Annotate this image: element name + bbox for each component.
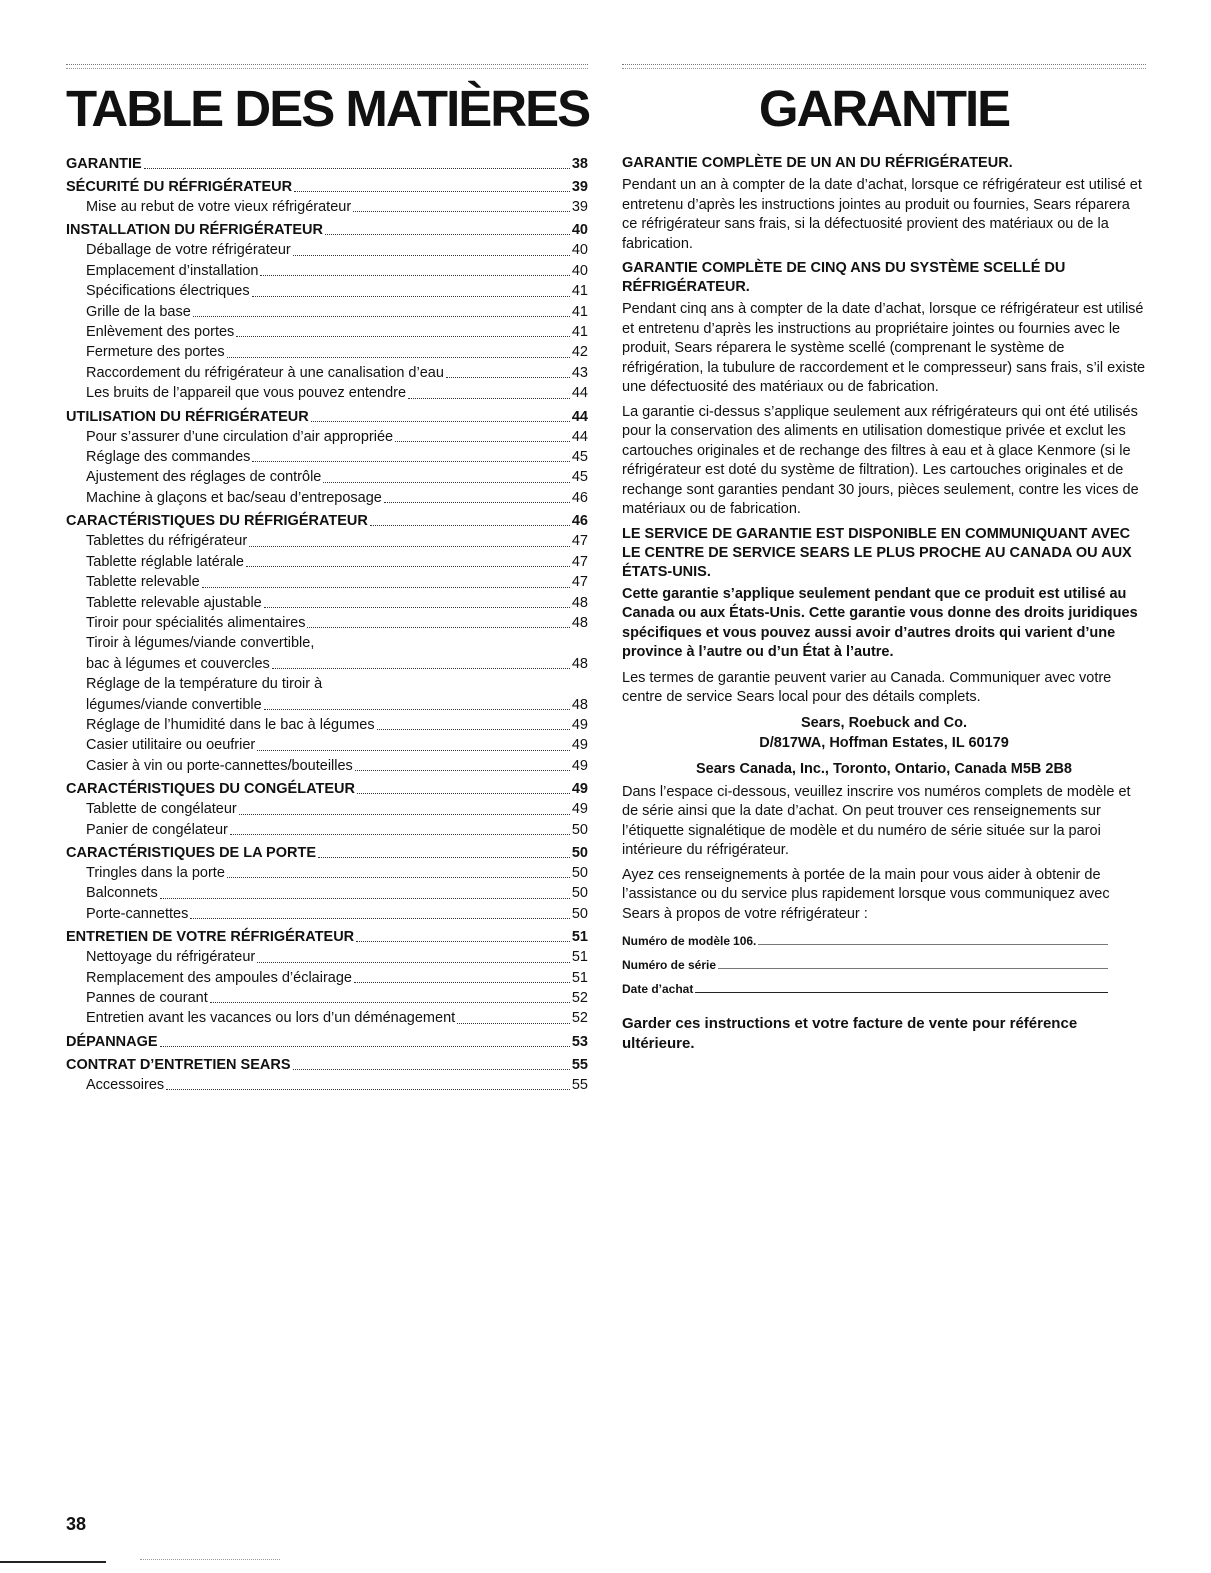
toc-page-number: 40 [571, 242, 588, 259]
toc-section[interactable] [66, 154, 588, 174]
toc-leader [293, 1068, 570, 1070]
terms-text: Les termes de garantie peuvent varier au Canada. Communiquer avec votre centre de service Sears local pour des détails complets. [622, 669, 1112, 705]
toc-entry[interactable] [66, 302, 588, 322]
toc-label: Raccordement du réfrigérateur à une canalisation d’eau [86, 364, 444, 381]
toc-label: Réglage de l’humidité dans le bac à légumes [86, 716, 375, 733]
toc-page-number: 39 [571, 179, 588, 195]
toc-entry-line: Réglage de la température du tiroir à [86, 676, 323, 693]
toc-entry[interactable] [66, 715, 588, 735]
address-line-3: Sears Canada, Inc., Toronto, Ontario, Canada M5B 2B8 [695, 760, 1072, 777]
one-year-heading: GARANTIE COMPLÈTE DE UN AN DU RÉFRIGÉRATEUR. [622, 155, 1013, 171]
purchase-date-line [695, 991, 1108, 993]
toc-page-number: 44 [571, 385, 588, 402]
toc-page-number: 55 [571, 1076, 588, 1093]
toc-label: Balconnets [86, 885, 158, 902]
toc-page-number: 49 [571, 801, 588, 818]
toc-page-number: 41 [571, 324, 588, 341]
toc-leader [202, 586, 570, 588]
toc-label: Spécifications électriques [86, 283, 250, 300]
toc-entry[interactable] [66, 240, 588, 260]
toc-leader [257, 961, 570, 963]
toc-leader [307, 626, 569, 628]
footer-marks [140, 1559, 280, 1564]
toc-entry[interactable] [66, 799, 588, 819]
toc-entry[interactable] [66, 756, 588, 776]
toc-leader [272, 667, 570, 669]
toc-leader [193, 315, 570, 317]
toc-section[interactable] [66, 779, 588, 799]
toc-label: Tringles dans la porte [86, 864, 225, 881]
toc-title: TABLE DES MATIÈRES [66, 80, 590, 137]
toc-column [66, 64, 588, 1095]
toc-entry[interactable] [66, 695, 588, 715]
toc-label: UTILISATION DU RÉFRIGÉRATEUR [66, 408, 309, 425]
toc-entry[interactable] [66, 552, 588, 572]
toc-page-number: 43 [571, 364, 588, 381]
toc-label: CARACTÉRISTIQUES DU CONGÉLATEUR [66, 781, 355, 798]
toc-page-number: 50 [571, 864, 588, 881]
toc-entry[interactable] [66, 261, 588, 281]
toc-leader [227, 876, 570, 878]
footer-rule [0, 1561, 106, 1563]
toc-page-number: 41 [571, 283, 588, 300]
model-number-label: Numéro de modèle [622, 934, 731, 948]
exclusions-text: La garantie ci-dessus s’applique seulement aux réfrigérateurs qui ont été utilisés pour la conservation des aliments en utilisation domestique privée et exclut les cartouches originales et de rechange des filtres à eau et à glace Kenmore (si le réfrigérateur est doté du système de filtration). Les cartouches originales et de rechange sont garanties pendant 30 jours, pièces seulement, contre les vices de matériaux ou de fabrication. [622, 403, 1139, 517]
toc-label: Entretien avant les vacances ou lors d’un déménagement [86, 1010, 456, 1027]
toc-page-number: 47 [571, 533, 588, 550]
toc-leader [353, 210, 570, 212]
toc-label: Ajustement des réglages de contrôle [86, 469, 322, 486]
address-line-2: D/817WA, Hoffman Estates, IL 60179 [759, 734, 1009, 751]
service-heading: LE SERVICE DE GARANTIE EST DISPONIBLE EN COMMUNIQUANT AVEC LE CENTRE DE SERVICE SEARS LE PLUS PROCHE AU CANADA OU AUX ÉTATS-UNIS. [622, 525, 1132, 580]
toc-label: Mise au rebut de votre vieux réfrigérateur [86, 199, 352, 215]
toc-page-number: 39 [571, 199, 588, 215]
toc-leader [246, 565, 570, 567]
toc-label: Fermeture des portes [86, 344, 225, 361]
toc-leader [356, 940, 570, 942]
toc-leader [384, 501, 570, 503]
rights-text: Cette garantie s’applique seulement pendant que ce produit est utilisé au Canada ou aux États-Unis. Cette garantie vous donne des droits juridiques spécifiques et vous pouvez aussi avoir d’autres droits qui varient d’une province à l’autre ou d’un État à l’autre. [622, 585, 1138, 660]
toc-leader [377, 728, 570, 730]
toc-label: Tiroir pour spécialités alimentaires [86, 614, 306, 631]
toc-page-number: 49 [571, 781, 588, 798]
warranty-title: GARANTIE [758, 80, 1010, 137]
toc-leader [457, 1022, 570, 1024]
toc-label: INSTALLATION DU RÉFRIGÉRATEUR [66, 222, 323, 239]
toc-page-number: 47 [571, 574, 588, 591]
five-year-text: Pendant cinq ans à compter de la date d’achat, lorsque ce réfrigérateur est utilisé et entretenu d’après les instructions au propriétaire jointes ou fournies avec le produit, Sears réparera le système scellé (comprenant le système de réfrigération, la tubulure de raccordement et le compresseur) sans frais, s’il existe une défectuosité des matériaux ou de fabrication. [622, 301, 1146, 395]
serial-number-field[interactable] [622, 958, 1108, 972]
toc-page-number: 44 [571, 408, 588, 425]
toc-label: Tablette relevable [86, 574, 200, 591]
serial-number-line [718, 967, 1108, 969]
toc-label: Grille de la base [86, 303, 191, 320]
purchase-date-label: Date d’achat [622, 982, 694, 996]
toc-page-number: 51 [571, 969, 588, 986]
toc-label: Tablettes du réfrigérateur [86, 533, 248, 550]
toc-entry[interactable] [66, 883, 588, 903]
toc-leader [190, 917, 569, 919]
toc-label: CONTRAT D’ENTRETIEN SEARS [66, 1056, 291, 1073]
toc-leader [294, 190, 570, 192]
toc-entry[interactable] [66, 488, 588, 508]
toc-leader [227, 356, 570, 358]
page-number: 38 [66, 1514, 87, 1534]
toc-leader [236, 335, 570, 337]
toc-section[interactable] [66, 220, 588, 240]
toc-entry[interactable] [66, 531, 588, 551]
toc-label: DÉPANNAGE [66, 1033, 158, 1050]
keep-info-text: Ayez ces renseignements à portée de la main pour vous aider à obtenir de l’assistance ou du service plus rapidement lorsque vous communiquez avec Sears à propos de votre réfrigérateur : [622, 866, 1110, 922]
toc-entry[interactable] [66, 427, 588, 447]
toc-entry[interactable] [66, 447, 588, 467]
toc-label: Porte-cannettes [86, 905, 189, 922]
toc-entry[interactable] [66, 281, 588, 301]
toc-entry[interactable] [66, 572, 588, 592]
toc-entry[interactable] [66, 1075, 588, 1095]
toc-leader [260, 274, 569, 276]
toc-page-number: 52 [571, 1010, 588, 1027]
toc-page-number: 46 [571, 513, 588, 530]
header-rule [622, 64, 1146, 69]
toc-page-number: 42 [571, 344, 588, 361]
toc-leader [257, 749, 570, 751]
toc-page-number: 48 [571, 696, 588, 713]
toc-page-number: 53 [571, 1033, 588, 1050]
toc-label: Tablette de congélateur [86, 801, 237, 818]
toc-entry[interactable] [66, 197, 588, 217]
one-year-text: Pendant un an à compter de la date d’achat, lorsque ce réfrigérateur est utilisé et entretenu d’après les instructions jointes au produit ou fournies, Sears réparera ce réfrigérateur sans frais, si la défectuosité provient des matériaux ou de la fabrication. [622, 177, 1142, 252]
toc-leader [446, 376, 570, 378]
toc-entry[interactable] [66, 613, 588, 633]
warranty-column [622, 64, 1146, 1069]
toc-label: ENTRETIEN DE VOTRE RÉFRIGÉRATEUR [66, 929, 355, 946]
toc-label: Pour s’assurer d’une circulation d’air appropriée [86, 428, 394, 445]
toc-entry[interactable] [66, 947, 588, 967]
toc-leader [354, 981, 570, 983]
toc-label: bac à légumes et couvercles [86, 655, 270, 672]
toc-label: Tablette relevable ajustable [86, 594, 262, 611]
toc-entry[interactable] [66, 383, 588, 403]
toc-label: Casier à vin ou porte-cannettes/bouteilles [86, 757, 353, 774]
address-line-1: Sears, Roebuck and Co. [801, 714, 967, 731]
toc-entry[interactable] [66, 363, 588, 383]
toc-label: Casier utilitaire ou oeufrier [86, 737, 256, 754]
toc-label: CARACTÉRISTIQUES DU RÉFRIGÉRATEUR [66, 513, 368, 530]
model-number-prefix: 106. [733, 934, 757, 948]
model-number-field[interactable] [622, 934, 1108, 948]
toc-leader [408, 397, 570, 399]
toc-page-number: 48 [571, 594, 588, 611]
toc-label: Emplacement d’installation [86, 262, 259, 279]
toc-label: Les bruits de l’appareil que vous pouvez entendre [86, 385, 407, 402]
toc-entry[interactable] [66, 988, 588, 1008]
toc-leader [160, 1045, 570, 1047]
serial-number-label: Numéro de série [622, 958, 717, 972]
toc-page-number: 44 [571, 428, 588, 445]
toc-label: CARACTÉRISTIQUES DE LA PORTE [66, 844, 317, 861]
toc-entry[interactable] [66, 342, 588, 362]
toc-label: Accessoires [86, 1076, 165, 1093]
toc-entry-line: Tiroir à légumes/viande convertible, [86, 635, 315, 652]
toc-leader [395, 440, 570, 442]
toc-section[interactable] [66, 1032, 588, 1052]
toc-entry[interactable] [66, 968, 588, 988]
toc-section[interactable] [66, 1055, 588, 1075]
toc-leader [264, 708, 570, 710]
toc-page-number: 52 [571, 990, 588, 1006]
toc-page-number: 48 [571, 655, 588, 672]
toc-page-number: 40 [571, 222, 588, 239]
toc-leader [318, 856, 570, 858]
toc-page-number: 41 [571, 303, 588, 320]
toc-page-number: 38 [571, 156, 588, 172]
toc-leader [160, 897, 570, 899]
toc-entry[interactable] [66, 467, 588, 487]
toc-leader [311, 420, 570, 422]
toc-leader [325, 233, 570, 235]
toc-page-number: 45 [571, 449, 588, 466]
toc-entry[interactable] [66, 654, 588, 674]
toc-label: Réglage des commandes [86, 449, 251, 466]
five-year-heading: GARANTIE COMPLÈTE DE CINQ ANS DU SYSTÈME SCELLÉ DU RÉFRIGÉRATEUR. [622, 260, 1066, 295]
toc-page-number: 45 [571, 469, 588, 486]
toc-page-number: 47 [571, 553, 588, 570]
toc-label: SÉCURITÉ DU RÉFRIGÉRATEUR [66, 179, 293, 195]
toc-entry[interactable] [66, 322, 588, 342]
toc-label: GARANTIE [66, 156, 142, 172]
toc-section[interactable] [66, 843, 588, 863]
toc-leader [239, 813, 570, 815]
toc-label: Nettoyage du réfrigérateur [86, 949, 256, 966]
toc-leader [249, 545, 570, 547]
toc-leader [370, 524, 570, 526]
toc-leader [323, 481, 569, 483]
toc-leader [210, 1001, 570, 1003]
purchase-date-field[interactable] [622, 982, 1108, 996]
toc-page-number: 55 [571, 1056, 588, 1073]
toc-leader [230, 833, 570, 835]
toc-entry[interactable] [66, 1008, 588, 1028]
toc-page-number: 50 [571, 844, 588, 861]
model-number-line [758, 943, 1108, 945]
toc-entry[interactable] [66, 863, 588, 883]
toc-leader [144, 167, 570, 169]
toc-page-number: 50 [571, 905, 588, 922]
toc-section[interactable] [66, 177, 588, 197]
toc-label: Remplacement des ampoules d’éclairage [86, 969, 352, 986]
toc-leader [166, 1088, 570, 1090]
toc-list [66, 154, 588, 1095]
toc-label: Tablette réglable latérale [86, 553, 244, 570]
toc-section[interactable] [66, 511, 588, 531]
toc-page-number: 51 [571, 949, 588, 966]
toc-label: Panier de congélateur [86, 821, 228, 838]
toc-page-number: 50 [571, 885, 588, 902]
toc-page-number: 51 [571, 929, 588, 946]
toc-entry[interactable] [66, 820, 588, 840]
header-rule [66, 64, 588, 69]
toc-page-number: 48 [571, 614, 588, 631]
toc-entry[interactable] [66, 904, 588, 924]
toc-page-number: 49 [571, 757, 588, 774]
toc-page-number: 49 [571, 716, 588, 733]
toc-leader [252, 295, 570, 297]
toc-label: Déballage de votre réfrigérateur [86, 242, 291, 259]
toc-section[interactable] [66, 927, 588, 947]
toc-page-number: 40 [571, 262, 588, 279]
toc-leader [355, 769, 570, 771]
toc-section[interactable] [66, 407, 588, 427]
toc-page-number: 50 [571, 821, 588, 838]
toc-leader [252, 460, 569, 462]
toc-label: Pannes de courant [86, 990, 208, 1006]
toc-leader [357, 792, 570, 794]
toc-entry[interactable] [66, 735, 588, 755]
toc-page-number: 46 [571, 489, 588, 506]
toc-leader [264, 606, 570, 608]
record-instructions: Dans l’espace ci-dessous, veuillez inscrire vos numéros complets de modèle et de série ainsi que la date d’achat. On peut trouver ces renseignements sur l’étiquette signalétique de modèle et du numéro de série située sur la paroi intérieure du réfrigérateur. [622, 783, 1131, 858]
toc-label: légumes/viande convertible [86, 696, 262, 713]
closing-note: Garder ces instructions et votre facture de vente pour référence ultérieure. [622, 1015, 1078, 1052]
toc-leader [293, 254, 570, 256]
toc-page-number: 49 [571, 737, 588, 754]
toc-label: Machine à glaçons et bac/seau d’entreposage [86, 489, 382, 506]
toc-label: Enlèvement des portes [86, 324, 235, 341]
toc-entry[interactable] [66, 593, 588, 613]
